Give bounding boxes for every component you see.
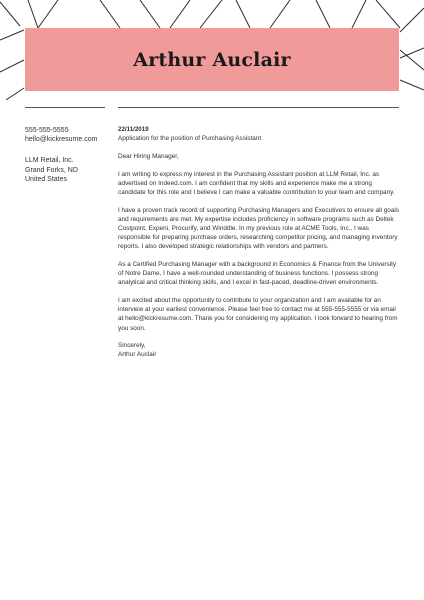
main-divider — [118, 107, 399, 108]
recipient-address — [25, 156, 113, 184]
letter-body — [118, 125, 400, 360]
paragraph-education: As a Certified Purchasing Manager with a background in Economics & Finance from the University of Notre Dame, I have a well-rounded understanding of business functions. I possess strong analytical and critical thinking skills, and I excel in fast-paced, deadline-driven environments. — [118, 261, 397, 287]
paragraph-intro: I am writing to express my interest in the Purchasing Assistant position at LLM Retail, Inc. as advertised on Indeed.com. I am confident that my skills and experience make me a strong candidate for this role and I believe I can make a valuable contribution to your team and company. — [118, 170, 395, 196]
sender-contact — [25, 126, 113, 144]
paragraph-experience: I have a proven track record of supporting Purchasing Managers and Executives to ensure all goals and requirements are met. My expertise includes proficiency in software programs such as Deltek Costpoint, Expeni, Procurify, and Winddle. In my previous role at ACME Tools, Inc., I was responsible for preparing purchase orders, researching competitor pricing, and managing inventory reports. I also developed strategic relationships with vendors and partners. — [118, 206, 399, 251]
paragraph-closing: I am excited about the opportunity to contribute to your organization and I am available for an interview at your earliest convenience. Please feel free to contact me at 555-555-5555 or via email at hello@kickresume.com. Thank you for considering my application. I look forward to hearing from you soon. — [118, 297, 398, 332]
salutation: Dear Hiring Manager, — [118, 153, 179, 160]
contact-sidebar — [25, 126, 113, 196]
sender-email: hello@kickresume.com — [25, 136, 98, 144]
recipient-company: LLM Retail, Inc. — [25, 157, 74, 165]
name-banner — [25, 28, 399, 91]
closing: Sincerely, — [118, 342, 146, 350]
signature: Arthur Auclair — [118, 351, 157, 359]
sidebar-divider — [25, 107, 105, 108]
recipient-country: United States — [25, 175, 68, 183]
recipient-city: Grand Forks, ND — [25, 166, 78, 174]
letter-subject: Application for the position of Purchasing Assistant — [118, 135, 262, 143]
applicant-name: Arthur Auclair — [133, 48, 291, 71]
letter-date: 22/11/2019 — [118, 126, 149, 133]
sender-phone: 555-555-5555 — [25, 127, 69, 134]
